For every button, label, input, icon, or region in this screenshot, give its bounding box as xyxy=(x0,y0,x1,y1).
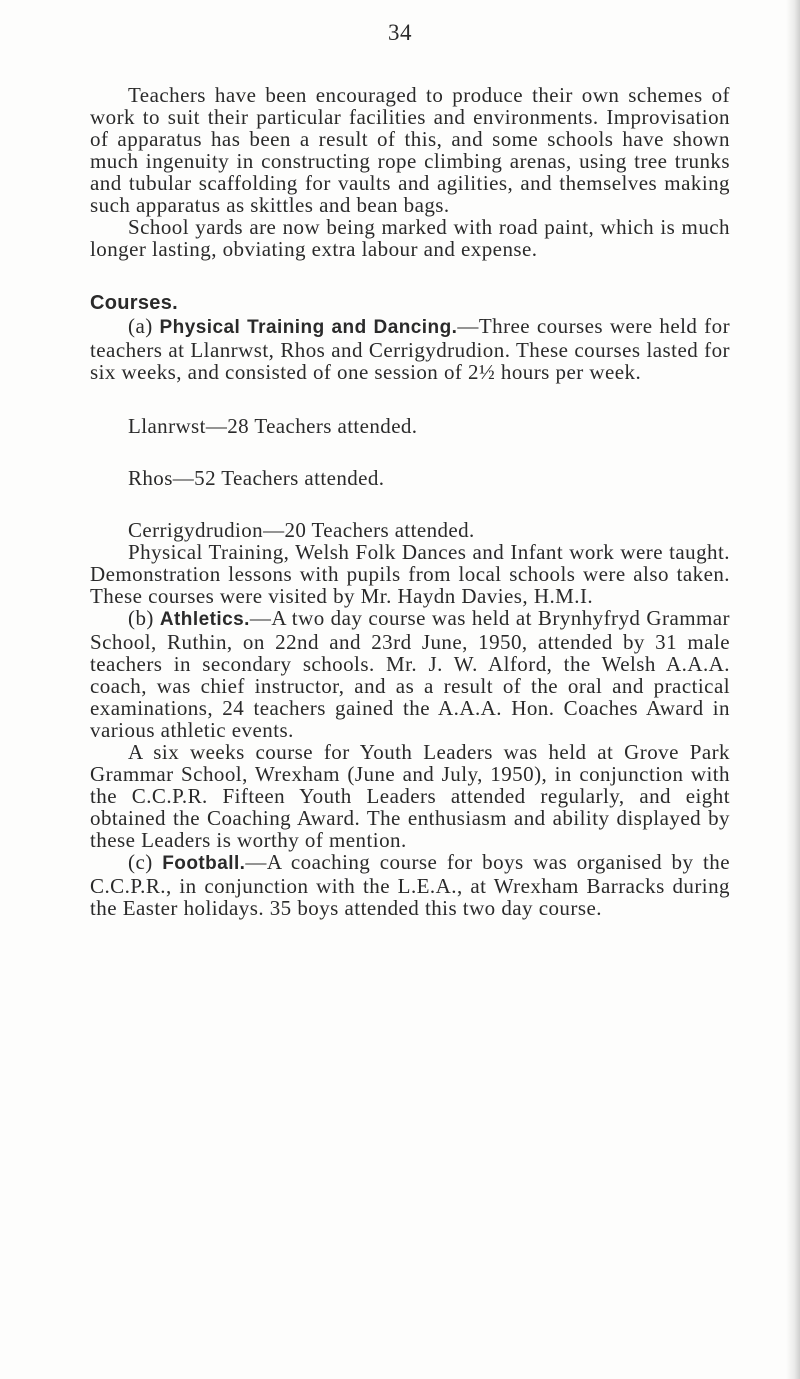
intro-paragraph-1: Teachers have been encouraged to produce their own schemes of work to suit their particular facilities and environments. Improvisation of apparatus has been a result of this, and some schools have shown much ingenuity in constructing rope climbing arenas, using tree trunks and tubular scaffolding for vaults and agilities, and themselves making such apparatus as skittles and bean bags. xyxy=(90,83,730,217)
section-b-text: —A two day course was held at Brynhyfryd Grammar School, Ruthin, on 22nd and 23rd June, 1950, attended by 31 male teachers in secondary schools. Mr. J. W. Alford, the Welsh A.A.A. coach, was chief instructor, and as a result of the oral and practical examinations, 24 teachers gained the A.A.A. Hon. Coaches Award in various athletic events. xyxy=(90,606,731,742)
section-a-paragraph xyxy=(90,315,730,383)
section-b-label: (b) xyxy=(128,606,154,630)
attendance-llanrwst: Llanrwst—28 Teachers attended. xyxy=(128,414,418,438)
text-column xyxy=(90,84,730,919)
intro-paragraph-2: School yards are now being marked with road paint, which is much longer lasting, obviating extra labour and expense. xyxy=(90,215,730,261)
section-a-title: Physical Training and Dancing. xyxy=(159,317,458,338)
attendance-rhos: Rhos—52 Teachers attended. xyxy=(128,466,385,490)
courses-heading: Courses. xyxy=(90,292,178,314)
section-b-followup: A six weeks course for Youth Leaders was held at Grove Park Grammar School, Wrexham (June and July, 1950), in conjunction with the C.C.P.R. Fifteen Youth Leaders attended regularly, and eight obtained the Coaching Award. The enthusiasm and ability displayed by these Leaders is worthy of mention. xyxy=(90,740,730,852)
section-a-text: —Three courses were held for teachers at Llanrwst, Rhos and Cerrigydrudion. These courses lasted for six weeks, and consisted of one session of 2½ hours per week. xyxy=(90,314,731,384)
page-edge-shadow xyxy=(786,0,800,1379)
section-a-followup: Physical Training, Welsh Folk Dances and Infant work were taught. Demonstration lessons with pupils from local schools were also taken. These courses were visited by Mr. Haydn Davies, H.M.I. xyxy=(90,540,730,608)
page-number: 34 xyxy=(388,20,412,45)
section-b-title: Athletics. xyxy=(159,609,250,630)
section-c-text: —A coaching course for boys was organised by the C.C.P.R., in conjunction with the L.E.A., at Wrexham Barracks during the Easter holidays. 35 boys attended this two day course. xyxy=(90,850,730,920)
section-b-paragraph xyxy=(90,607,730,741)
section-c-paragraph xyxy=(90,851,730,919)
section-c-label: (c) xyxy=(128,850,153,874)
attendance-cerrigydrudion: Cerrigydrudion—20 Teachers attended. xyxy=(128,518,475,542)
section-a-label: (a) xyxy=(128,314,153,338)
section-c-title: Football. xyxy=(162,853,246,874)
